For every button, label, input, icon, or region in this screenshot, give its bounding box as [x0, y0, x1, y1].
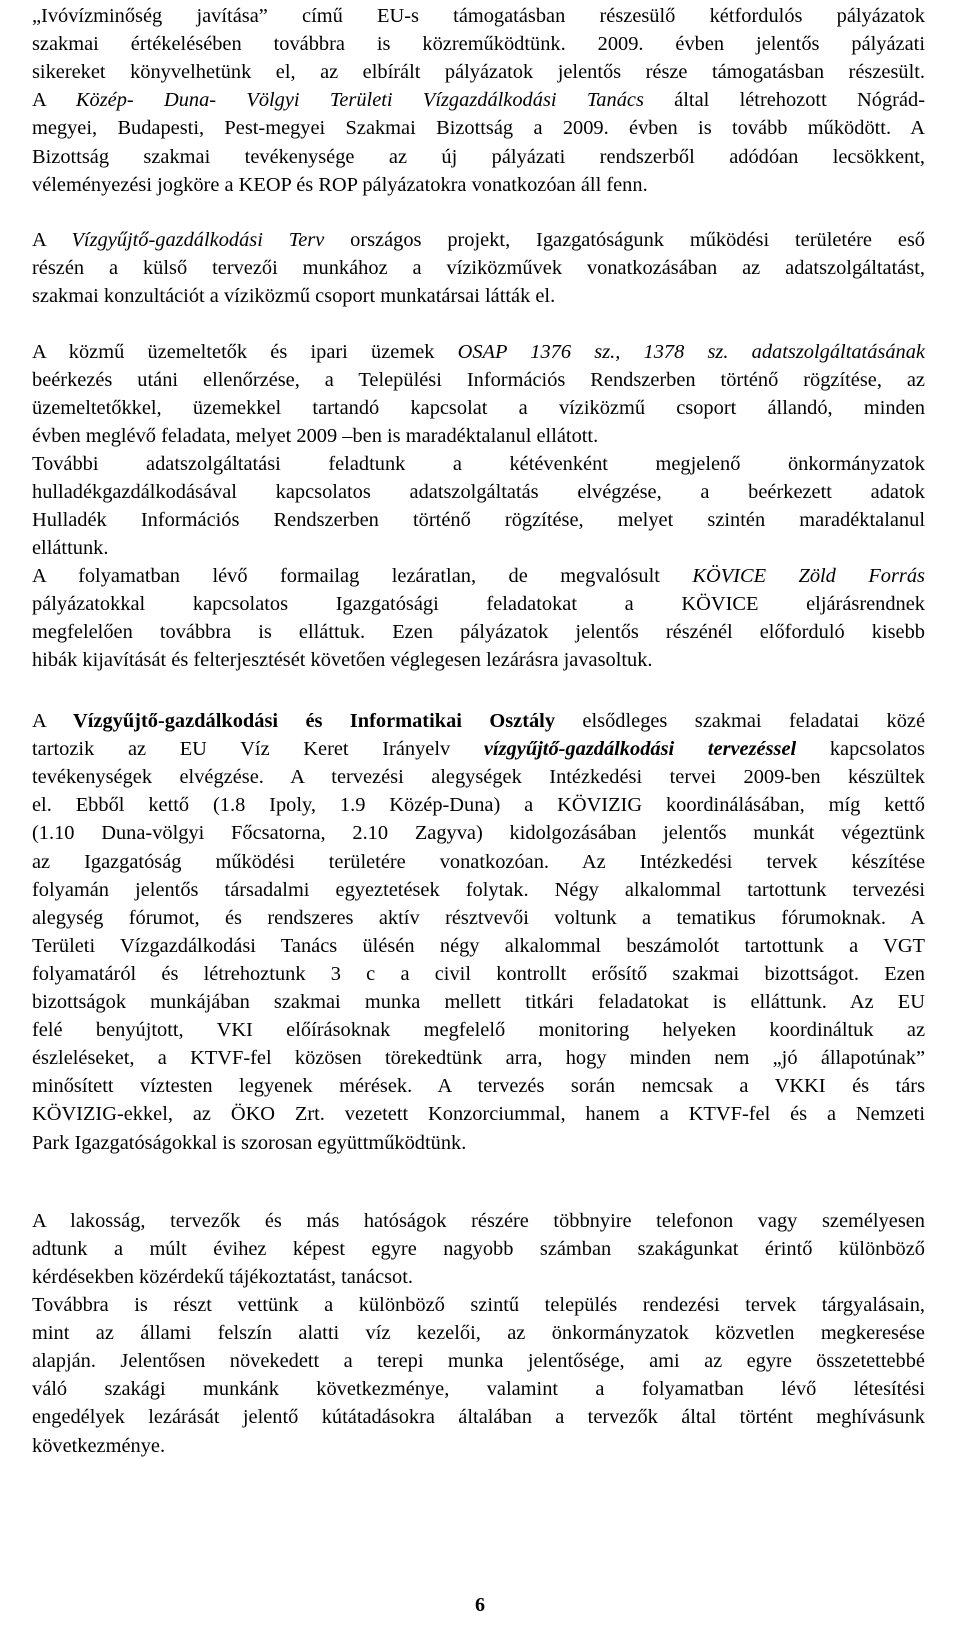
- text-run: véleményezési jogköre a KEOP és ROP pályázatokra vonatkozóan áll fenn.: [32, 173, 648, 196]
- text-run: szakmai konzultációt a víziközmű csoport munkatársai látták el.: [32, 285, 556, 308]
- text-run: kérdésekben közérdekű tájékoztatást, tanácsot.: [32, 1266, 414, 1289]
- text-line: [32, 646, 925, 674]
- paragraph: [32, 338, 925, 450]
- text-line: [32, 590, 925, 618]
- text-run: évben meglévő feladata, melyet 2009 –ben is maradéktalanul ellátott.: [32, 425, 599, 448]
- text-run: Továbbra is részt vettünk a különböző szintű település rendezési tervek tárgyalásain,: [32, 1294, 925, 1316]
- text-line: [32, 282, 925, 310]
- text-line: [32, 450, 925, 478]
- text-run: Közép- Duna- Völgyi Területi Vízgazdálkodási Tanács: [75, 89, 644, 112]
- text-line: [32, 876, 925, 904]
- text-line: [32, 848, 925, 876]
- text-run: váló szakági munkánk következménye, valamint a folyamatban lévő létesítési: [32, 1378, 925, 1401]
- text-run: További adatszolgáltatási feladtunk a kétévenként megjelenő önkormányzatok: [32, 453, 925, 475]
- text-line: [32, 1207, 925, 1235]
- text-run: az Igazgatóság működési területére vonatkozóan. Az Intézkedési tervek készítése: [32, 850, 925, 873]
- text-run: A: [32, 89, 76, 112]
- text-run: KÖVICE Zöld Forrás: [692, 565, 925, 587]
- text-run: folyamán jelentős társadalmi egyeztetések folytak. Négy alkalommal tartottunk tervezési: [32, 878, 925, 901]
- text-line: [32, 1235, 925, 1263]
- text-run: OSAP 1376 sz., 1378 sz. adatszolgáltatásának: [457, 341, 925, 363]
- text-run: tevékenységek elvégzése. A tervezési alegységek Intézkedési tervei 2009-ben készültek: [32, 766, 925, 789]
- text-line: [32, 988, 925, 1016]
- text-run: sikereket könyvelhetünk el, az elbírált pályázatok jelentős része támogatásban részesült.: [32, 61, 925, 84]
- text-line: [32, 171, 925, 199]
- text-line: [32, 1129, 925, 1157]
- text-line: [32, 534, 925, 562]
- text-run: következménye.: [32, 1434, 166, 1457]
- text-run: Hulladék Információs Rendszerben történő rögzítése, melyet szintén maradéktalanul: [32, 509, 925, 532]
- text-line: [32, 1016, 925, 1044]
- text-run: KÖVIZIG-ekkel, az ÖKO Zrt. vezetett Konzorciummal, hanem a KTVF-fel és a Nemzeti: [32, 1103, 925, 1126]
- text-run: vízgyűjtő-gazdálkodási tervezéssel: [483, 738, 797, 761]
- text-line: [32, 735, 925, 763]
- text-line: [32, 143, 925, 171]
- text-line: [32, 1403, 925, 1431]
- text-run: hibák kijavítását és felterjesztését követően véglegesen lezárásra javasoltuk.: [32, 649, 653, 672]
- text-run: elsődleges szakmai feladatai közé: [555, 710, 926, 732]
- text-run: adtunk a múlt évihez képest egyre nagyobb számban szakágunkat érintő különböző: [32, 1238, 925, 1261]
- text-run: Területi Vízgazdálkodási Tanács ülésén négy alkalommal beszámolót tartottunk a VGT: [32, 934, 925, 957]
- text-line: [32, 1291, 925, 1319]
- text-run: beérkezés utáni ellenőrzése, a Települési Információs Rendszerben történő rögzítése, az: [32, 369, 925, 392]
- text-line: [32, 366, 925, 394]
- text-run: A folyamatban lévő formailag lezáratlan, de megvalósult: [32, 565, 693, 587]
- text-line: [32, 932, 925, 960]
- text-run: kapcsolatos: [796, 738, 925, 761]
- text-run: mint az állami felszín alatti víz kezelői, az önkormányzatok közvetlen megkeresése: [32, 1322, 925, 1345]
- text-line: [32, 226, 925, 254]
- paragraph: [32, 562, 925, 674]
- text-run: Bizottság szakmai tevékenysége az új pályázati rendszerből adódóan lecsökkent,: [32, 145, 925, 168]
- paragraph: [32, 226, 925, 310]
- text-run: minősített víztesten legyenek mérések. A tervezés során nemcsak a VKKI és társ: [32, 1075, 925, 1098]
- text-run: elláttunk.: [32, 537, 109, 560]
- text-run: A: [32, 229, 72, 251]
- text-line: [32, 1072, 925, 1100]
- text-line: [32, 114, 925, 142]
- text-run: megfelelően továbbra is elláttuk. Ezen pályázatok jelentős részénél előforduló kisebb: [32, 621, 925, 644]
- text-run: folyamatáról és létrehoztunk 3 c a civil kontrollt erősítő szakmai bizottságot. Ezen: [32, 962, 925, 985]
- page-number: 6: [475, 1594, 485, 1616]
- text-line: [32, 338, 925, 366]
- text-run: észleléseket, a KTVF-fel közösen törekedtünk arra, hogy minden nem „jó állapotúnak”: [32, 1047, 925, 1070]
- text-line: [32, 960, 925, 988]
- text-run: Park Igazgatóságokkal is szorosan együttműködtünk.: [32, 1131, 467, 1154]
- text-line: [32, 1375, 925, 1403]
- text-run: szakmai értékelésében továbbra is közreműködtünk. 2009. évben jelentős pályázati: [32, 33, 925, 56]
- text-line: [32, 618, 925, 646]
- text-line: [32, 506, 925, 534]
- paragraph: [32, 1291, 925, 1460]
- text-line: [32, 763, 925, 791]
- text-run: felé benyújtott, VKI előírásoknak megfelelő monitoring helyeken koordináltuk az: [32, 1019, 925, 1042]
- text-run: A közmű üzemeltetők és ipari üzemek: [32, 341, 458, 363]
- text-run: tartozik az EU Víz Keret Irányelv: [32, 738, 484, 761]
- text-line: [32, 1100, 925, 1128]
- text-line: [32, 1263, 925, 1291]
- text-run: (1.10 Duna-völgyi Főcsatorna, 2.10 Zagyva) kidolgozásában jelentős munkát végeztünk: [32, 822, 925, 845]
- text-run: országos projekt, Igazgatóságunk működési területére eső: [324, 229, 925, 251]
- text-run: Vízgyűjtő-gazdálkodási és Informatikai Osztály: [73, 710, 556, 732]
- text-line: [32, 1044, 925, 1072]
- text-run: alegység fórumot, és rendszeres aktív résztvevői voltunk a tematikus fórumoknak. A: [32, 906, 925, 929]
- text-line: [32, 422, 925, 450]
- text-line: [32, 1319, 925, 1347]
- text-run: megyei, Budapesti, Pest-megyei Szakmai Bizottság a 2009. évben is tovább működött. A: [32, 117, 925, 140]
- text-line: [32, 707, 925, 735]
- text-run: bizottságok munkájában szakmai munka mellett titkári feladatokat is elláttunk. Az EU: [32, 991, 925, 1013]
- text-line: [32, 254, 925, 282]
- text-line: [32, 904, 925, 932]
- paragraph: [32, 1207, 925, 1291]
- text-line: [32, 1347, 925, 1375]
- text-line: [32, 2, 925, 30]
- paragraph: [32, 2, 925, 199]
- text-run: hulladékgazdálkodásával kapcsolatos adatszolgáltatás elvégzése, a beérkezett adatok: [32, 481, 925, 504]
- text-line: [32, 394, 925, 422]
- text-run: el. Ebből kettő (1.8 Ipoly, 1.9 Közép-Duna) a KÖVIZIG koordinálásában, míg kettő: [32, 794, 925, 817]
- text-line: [32, 30, 925, 58]
- text-run: A: [32, 710, 73, 732]
- text-run: által létrehozott Nógrád-: [643, 89, 925, 112]
- text-run: Vízgyűjtő-gazdálkodási Terv: [71, 229, 325, 251]
- text-run: alapján. Jelentősen növekedett a terepi munka jelentősége, ami az egyre összetettebbé: [32, 1350, 925, 1373]
- text-line: [32, 86, 925, 114]
- text-line: [32, 562, 925, 590]
- text-run: pályázatokkal kapcsolatos Igazgatósági feladatokat a KÖVICE eljárásrendnek: [32, 593, 925, 616]
- paragraph: [32, 707, 925, 1157]
- text-run: engedélyek lezárását jelentő kútátadásokra általában a tervezők által történt meghívásunk: [32, 1406, 925, 1429]
- text-run: „Ivóvízminőség javítása” című EU-s támogatásban részesülő kétfordulós pályázatok: [32, 5, 925, 27]
- text-line: [32, 478, 925, 506]
- paragraph: [32, 450, 925, 562]
- text-line: [32, 58, 925, 86]
- text-run: részén a külső tervezői munkához a víziközművek vonatkozásában az adatszolgáltatást,: [32, 257, 925, 280]
- text-line: [32, 1432, 925, 1460]
- text-run: A lakosság, tervezők és más hatóságok részére többnyire telefonon vagy személyesen: [32, 1210, 925, 1232]
- text-line: [32, 819, 925, 847]
- text-run: üzemeltetőkkel, üzemekkel tartandó kapcsolat a víziközmű csoport állandó, minden: [32, 397, 925, 420]
- text-line: [32, 791, 925, 819]
